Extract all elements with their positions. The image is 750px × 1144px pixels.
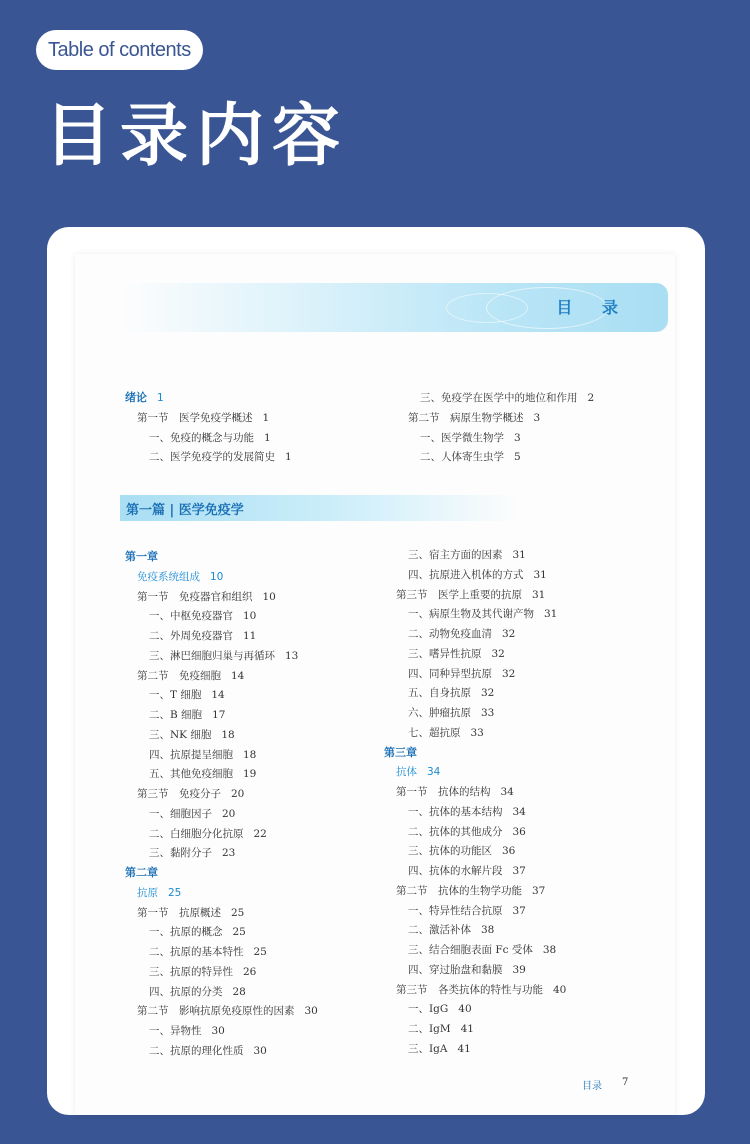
toc-entry-title: 第三节 医学上重要的抗原 [396, 588, 522, 601]
toc-entry [396, 588, 545, 602]
toc-entry-page: 23 [222, 847, 236, 860]
toc-entry-title: 四、抗原进入机体的方式 [408, 568, 524, 581]
toc-entry [137, 787, 244, 801]
toc-entry-page: 36 [502, 845, 516, 858]
toc-entry-page: 18 [221, 728, 235, 741]
toc-entry-page: 34 [427, 766, 441, 779]
toc-entry-page: 31 [544, 608, 558, 621]
toc-entry-page: 31 [532, 588, 546, 601]
toc-entry-title: 二、外周免疫器官 [149, 630, 233, 642]
toc-entry-title: 第三节 免疫分子 [137, 788, 221, 800]
toc-entry-title: 四、同种异型抗原 [408, 667, 492, 680]
toc-entry [137, 1004, 318, 1018]
toc-entry [408, 706, 494, 720]
toc-entry-title: 二、B 细胞 [149, 709, 203, 721]
toc-entry [408, 805, 526, 819]
toc-entry-page: 34 [500, 786, 514, 798]
toc-entry-title: 二、抗原的理化性质 [149, 1044, 244, 1057]
toc-entry-page: 25 [231, 906, 245, 919]
toc-entry-page: 14 [211, 689, 225, 702]
toc-entry-page: 37 [512, 865, 526, 877]
toc-entry-title: 二、医学免疫学的发展简史 [149, 451, 275, 464]
toc-entry [408, 844, 515, 858]
toc-entry [149, 945, 267, 959]
toc-entry-page: 31 [512, 549, 526, 561]
toc-entry-page: 3 [533, 411, 541, 424]
toc-entry [149, 688, 225, 702]
toc-entry-page: 1 [285, 451, 292, 464]
toc-entry [149, 846, 235, 860]
toc-entry [408, 548, 526, 562]
toc-entry [137, 906, 244, 920]
toc-entry-page: 11 [243, 630, 257, 642]
toc-entry-page: 2 [587, 392, 595, 404]
page-title: 目录内容 [44, 97, 349, 176]
toc-entry-title: 六、肿瘤抗原 [408, 707, 471, 719]
toc-entry [420, 391, 594, 405]
toc-entry [408, 411, 540, 425]
toc-entry-page: 32 [502, 628, 516, 640]
toc-entry-page: 10 [243, 610, 257, 623]
toc-entry-title: 三、IgA [408, 1042, 448, 1055]
toc-entry-title: 一、中枢免疫器官 [149, 610, 233, 623]
toc-entry-title: 第二节 影响抗原免疫原性的因素 [137, 1005, 295, 1018]
toc-entry-title: 二、抗原的基本特性 [149, 946, 244, 958]
toc-entry-page: 33 [470, 726, 484, 739]
toc-entry-title: 三、NK 细胞 [149, 728, 212, 741]
toc-entry [149, 748, 256, 762]
toc-entry-page: 33 [481, 707, 495, 719]
toc-entry [408, 943, 556, 957]
toc-entry-title: 二、IgM [408, 1023, 451, 1035]
toc-entry [408, 627, 515, 641]
toc-entry-title: 四、抗原提呈细胞 [149, 748, 233, 761]
toc-entry-title: 一、抗原的概念 [149, 926, 223, 939]
toc-entry-page: 13 [285, 649, 299, 662]
toc-entry-page: 38 [542, 944, 557, 956]
toc-entry-page: 36 [512, 825, 526, 838]
toc-entry-page: 34 [512, 805, 526, 818]
toc-entry-title: 一、免疫的概念与功能 [149, 431, 254, 444]
toc-entry-title: 四、抗体的水解片段 [408, 865, 503, 877]
toc-entry-title: 第一章 [125, 550, 158, 563]
toc-entry [408, 647, 505, 661]
toc-entry-page: 17 [212, 709, 226, 721]
toc-entry-title: 第二节 病原生物学概述 [408, 411, 524, 424]
toc-entry [408, 1022, 474, 1036]
toc-entry-page: 40 [553, 983, 567, 996]
table-of-contents-pill: Table of contents [36, 30, 203, 70]
toc-entry-title: 抗体 [396, 766, 417, 779]
toc-entry [149, 965, 256, 979]
toc-entry-title: 第一节 医学免疫学概述 [137, 411, 253, 424]
toc-entry-page: 40 [458, 1003, 472, 1016]
toc-entry-title: 三、结合细胞表面 Fc 受体 [408, 944, 533, 956]
toc-entry-page: 32 [481, 687, 495, 700]
toc-entry-page: 10 [210, 570, 224, 583]
toc-entry-page: 31 [533, 568, 547, 581]
toc-entry [149, 450, 292, 464]
toc-entry-page: 32 [491, 647, 505, 660]
toc-entry-page: 1 [157, 392, 164, 404]
toc-entry-page: 5 [514, 451, 521, 464]
toc-entry-page: 1 [262, 411, 270, 424]
toc-entry-title: 七、超抗原 [408, 726, 461, 739]
toc-entry [125, 866, 158, 880]
contents-heading: 目 录 [556, 298, 630, 317]
toc-entry [149, 431, 271, 445]
toc-entry-page: 25 [232, 926, 246, 939]
toc-entry-page: 18 [243, 748, 257, 761]
toc-entry-title: 一、异物性 [149, 1025, 202, 1037]
toc-entry [408, 963, 526, 977]
toc-entry-title: 第二节 免疫细胞 [137, 669, 221, 682]
toc-entry-title: 三、淋巴细胞归巢与再循环 [149, 649, 275, 662]
toc-entry [149, 629, 256, 643]
toc-entry-title: 二、动物免疫血清 [408, 628, 492, 640]
toc-entry-title: 第三章 [384, 745, 417, 759]
toc-entry-title: 绪论 [125, 391, 147, 404]
toc-entry-title: 三、宿主方面的因素 [408, 549, 503, 561]
toc-entry-title: 三、抗原的特异性 [149, 965, 233, 978]
toc-entry [408, 1042, 471, 1056]
toc-entry-title: 二、人体寄生虫学 [420, 451, 504, 464]
toc-entry [149, 827, 267, 841]
toc-entry-page: 30 [304, 1005, 318, 1018]
toc-entry-title: 三、抗体的功能区 [408, 845, 492, 858]
toc-entry-page: 19 [243, 768, 257, 781]
toc-entry-title: 二、白细胞分化抗原 [149, 827, 244, 840]
toc-entry [408, 726, 484, 740]
footer-label: 目录 [582, 1081, 602, 1092]
toc-entry [396, 884, 545, 898]
toc-entry [408, 667, 515, 681]
toc-entry [149, 925, 246, 939]
toc-entry-title: 一、IgG [408, 1003, 449, 1016]
toc-entry-title: 第二章 [125, 866, 158, 879]
toc-entry-title: 一、病原生物及其代谢产物 [408, 608, 534, 621]
toc-entry [408, 1002, 472, 1016]
toc-entry-title: 第三节 各类抗体的特性与功能 [396, 983, 543, 996]
toc-entry [149, 985, 246, 999]
toc-entry-title: 一、细胞因子 [149, 807, 212, 820]
toc-entry [137, 886, 181, 900]
toc-entry-title: 一、抗体的基本结构 [408, 805, 503, 818]
toc-entry-page: 1 [264, 431, 271, 444]
toc-entry-title: 一、T 细胞 [149, 689, 202, 702]
toc-entry-title: 二、抗体的其他成分 [408, 825, 503, 838]
toc-entry-title: 四、抗原的分类 [149, 985, 223, 998]
toc-entry [125, 550, 158, 564]
toc-entry-page: 25 [168, 886, 182, 899]
toc-entry [408, 686, 494, 700]
toc-entry [396, 765, 440, 779]
toc-entry-page: 26 [243, 965, 257, 978]
toc-entry [137, 570, 223, 584]
toc-entry-page: 10 [262, 590, 276, 603]
toc-entry [149, 708, 225, 722]
toc-entry-page: 30 [211, 1025, 225, 1037]
toc-entry-title: 三、嗜异性抗原 [408, 647, 482, 660]
toc-entry-page: 38 [481, 924, 495, 937]
toc-entry [408, 923, 494, 937]
toc-entry-page: 41 [460, 1023, 474, 1035]
toc-entry-page: 37 [512, 904, 526, 917]
toc-entry-title: 一、特异性结合抗原 [408, 904, 503, 917]
toc-entry [149, 1044, 267, 1058]
cloud-swirl-decoration [446, 293, 528, 323]
toc-entry [408, 825, 526, 839]
toc-entry-title: 第一节 抗体的结构 [396, 786, 491, 798]
toc-entry-title: 抗原 [137, 886, 158, 899]
toc-entry-page: 22 [253, 827, 267, 840]
toc-entry [149, 728, 235, 742]
toc-entry [396, 983, 566, 997]
toc-entry [408, 568, 547, 582]
toc-entry-title: 三、免疫学在医学中的地位和作用 [420, 392, 578, 404]
toc-entry-title: 二、激活补体 [408, 924, 471, 937]
toc-entry [137, 411, 269, 425]
toc-entry [149, 767, 256, 781]
toc-entry [149, 649, 298, 663]
toc-entry [420, 431, 521, 445]
toc-entry-title: 免疫系统组成 [137, 570, 200, 583]
part-title: 第一篇 | 医学免疫学 [126, 503, 244, 518]
toc-entry [125, 391, 164, 405]
toc-entry-title: 五、其他免疫细胞 [149, 768, 233, 781]
toc-entry [149, 807, 235, 821]
toc-entry-title: 五、自身抗原 [408, 687, 471, 700]
toc-entry [408, 864, 526, 878]
toc-entry-page: 20 [231, 788, 245, 800]
toc-entry-page: 28 [232, 985, 246, 998]
toc-entry-title: 第一节 免疫器官和组织 [137, 590, 253, 603]
toc-entry-page: 14 [231, 669, 245, 682]
toc-entry [384, 746, 417, 760]
toc-entry-page: 20 [222, 807, 236, 820]
contents-heading-banner [120, 283, 668, 332]
toc-entry-title: 三、黏附分子 [149, 847, 212, 860]
footer-page-number: 7 [622, 1077, 629, 1088]
toc-entry [149, 609, 256, 623]
toc-entry [137, 669, 244, 683]
toc-entry-page: 30 [253, 1044, 267, 1057]
toc-entry-page: 37 [532, 884, 546, 897]
toc-entry-page: 32 [502, 667, 516, 680]
toc-entry [420, 450, 521, 464]
toc-entry-title: 一、医学微生物学 [420, 431, 504, 444]
toc-entry [408, 607, 557, 621]
toc-entry-title: 第一节 抗原概述 [137, 906, 221, 919]
toc-entry-page: 39 [512, 963, 526, 976]
toc-entry [149, 1024, 225, 1038]
part-banner [120, 495, 520, 521]
toc-entry-title: 第二节 抗体的生物学功能 [396, 884, 522, 897]
toc-entry [408, 904, 526, 918]
toc-entry-page: 3 [514, 431, 521, 444]
toc-entry-title: 四、穿过胎盘和黏膜 [408, 963, 503, 976]
toc-entry-page: 41 [457, 1042, 471, 1055]
toc-entry [137, 590, 276, 604]
toc-entry-page: 25 [253, 946, 267, 958]
toc-entry [396, 785, 514, 799]
